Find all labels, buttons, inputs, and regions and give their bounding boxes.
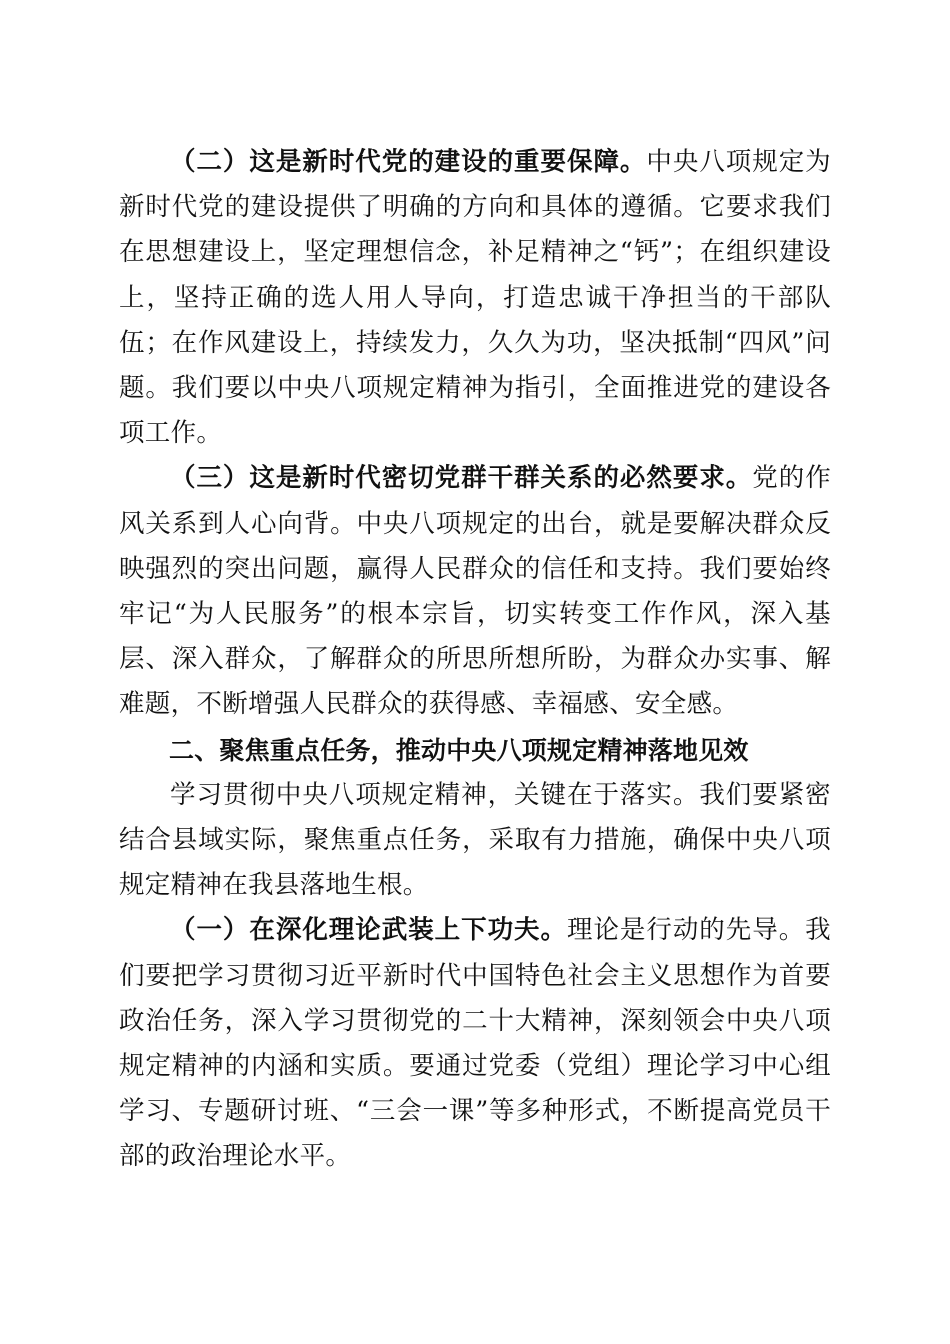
paragraph-text: 中央八项规定为新时代党的建设提供了明确的方向和具体的遵循。它要求我们在思想建设上，坚定理想信念，补足精神之“钙”；在组织建设上，坚持正确的选人用人导向，打造忠诚干净担当的干部队伍；在作风建设上，持续发力，久久为功，坚决抵制“四风”问题。我们要以中央八项规定精神为指引，全面推进党的建设各项工作。 [119,147,831,449]
paragraph-text: 理论是行动的先导。我们要把学习贯彻习近平新时代中国特色社会主义思想作为首要政治任务，深入学习贯彻党的二十大精神，深刻领会中央八项规定精神的内涵和实质。要通过党委（党组）理论学习中心组学习、专题研讨班、“三会一课”等多种形式，不断提高党员干部的政治理论水平。 [119,915,831,1172]
paragraph-party-masses [119,456,831,727]
paragraph-party-building [119,140,831,456]
paragraph-lead: （一）在深化理论武装上下功夫。 [170,915,567,946]
section-heading: 二、聚焦重点任务，推动中央八项规定精神落地见效 [169,735,749,765]
paragraph-intro [119,773,831,909]
document-body [119,140,831,1180]
paragraph-lead: （二）这是新时代党的建设的重要保障。 [170,147,647,177]
paragraph-text: 学习贯彻中央八项规定精神，关键在于落实。我们要紧密结合县域实际，聚焦重点任务，采取有力措施，确保中央八项规定精神在我县落地生根。 [119,779,831,901]
paragraph-text: 党的作风关系到人心向背。中央八项规定的出台，就是要解决群众反映强烈的突出问题，赢得人民群众的信任和支持。我们要始终牢记“为人民服务”的根本宗旨，切实转变工作作风，深入基层、深入群众，了解群众的所思所想所盼，为群众办实事、解难题，不断增强人民群众的获得感、幸福感、安全感。 [119,463,831,720]
paragraph-lead: （三）这是新时代密切党群干群关系的必然要求。 [170,463,753,494]
paragraph-theory [119,908,831,1179]
